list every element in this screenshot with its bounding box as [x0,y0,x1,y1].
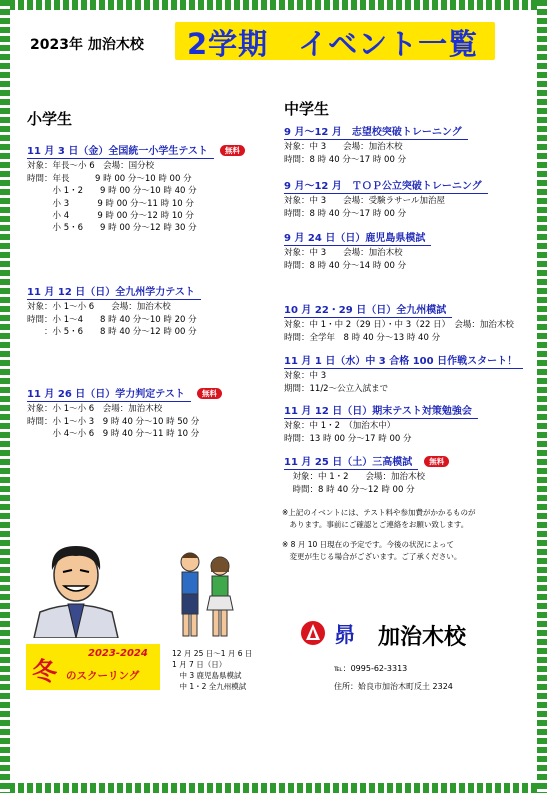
junior-heading: 中学生 [284,100,330,118]
free-badge: 無料 [220,145,245,156]
tree-border-left [0,0,10,793]
junior-event-2 [284,181,488,220]
event-line: 対象：小 1～小 6 会場：加治木校 [27,404,163,415]
event-line: 時間：8 時 40 分～17 時 00 分 [284,208,407,219]
event-title: 11 月 25 日（土）三高模試 [284,457,418,470]
winter-info [172,648,252,692]
subaru-logo-icon [300,620,326,646]
elementary-event-2 [27,287,201,339]
note-line: ※上記のイベントには、テスト料や参加費がかかるものが [282,508,476,517]
event-line: 時間：小 1～4 8 時 40 分～10 時 20 分 [27,314,197,325]
note-line [282,531,475,539]
logo-glyph: 昴 [334,623,355,647]
event-title: 11 月 26 日（日）学力判定テスト [27,389,191,402]
event-line: 対象：中 3 会場：加治木校 [284,142,403,153]
event-line: 対象：小 1～小 6 会場：加治木校 [27,302,171,313]
event-line: 対象：中 1・中 2（29 日）・中 3（22 日） 会場：加治木校 [284,320,514,331]
event-title: 11 月 12 日（日）期末テスト対策勉強会 [284,406,478,419]
free-badge: 無料 [197,388,222,399]
elementary-event-3 [27,388,222,441]
free-badge: 無料 [424,456,449,467]
event-title: 9 月～12 月 志望校突破トレーニング [284,127,468,140]
school-name: 加治木校 [378,625,467,650]
junior-event-3 [284,233,431,272]
junior-event-7 [284,456,449,496]
event-line: 時間：13 時 00 分～17 時 00 分 [284,433,412,444]
event-line: 小 4 9 時 00 分～12 時 10 分 [27,211,194,222]
event-line: 時間：年長 9 時 00 分～10 時 00 分 [27,173,192,184]
winter-line: 中 1・2 全九州模試 [172,682,247,691]
page-title [175,22,495,60]
elementary-heading: 小学生 [27,110,73,128]
junior-event-4 [284,305,514,344]
event-line: 時間：8 時 40 分～17 時 00 分 [284,154,407,165]
tree-border-top [0,0,547,10]
event-line: 時間：小 1～小 3 9 時 40 分～10 時 50 分 [27,416,200,427]
junior-event-1 [284,127,468,166]
event-line: 時間：全学年 8 時 40 分～13 時 40 分 [284,332,441,343]
event-line: 期間：11/2～公立入試まで [284,383,389,394]
event-title: 11 月 3 日（金）全国統一小学生テスト [27,146,214,159]
elementary-event-1 [27,145,245,235]
event-line: 対象：中 3 会場：受験ラサール加治屋 [284,196,445,207]
event-line: ：小 5・6 8 時 40 分～12 時 00 分 [27,327,197,338]
teacher-illustration [30,540,122,638]
event-title: 9 月～12 月 ＴＯＰ公立突破トレーニング [284,181,488,194]
contact-info [334,660,453,696]
event-line: 時間：8 時 40 分～12 時 00 分 [284,484,415,495]
subaru-wordmark [332,620,372,648]
event-line: 時間：8 時 40 分～14 時 00 分 [284,260,407,271]
kids-illustration [172,548,242,644]
tree-border-bottom [0,783,547,793]
contact-address: 住所：姶良市加治木町反土 2324 [334,682,453,691]
note-line: 変更が生じる場合がございます。ご了承ください。 [282,552,462,561]
event-title: 9 月 24 日（日）鹿児島県模試 [284,233,431,246]
winter-label: のスクーリング [66,670,140,682]
event-line: 対象：中 1・2 会場：加治木校 [284,472,426,483]
page-title-text: 2学期 イベント一覧 [187,27,479,61]
event-title: 11 月 12 日（日）全九州学力テスト [27,287,201,300]
note-line: あります。事前にご確認とご連絡をお願い致します。 [282,520,469,529]
junior-event-6 [284,406,478,445]
winter-line: 中 3 鹿児島県模試 [172,671,242,680]
event-title: 11 月 1 日（水）中 3 合格 100 日作戦スタート！ [284,356,523,369]
event-line: 小 5・6 9 時 00 分～12 時 30 分 [27,223,197,234]
winter-year: 2023-2024 [88,648,148,659]
event-title: 10 月 22・29 日（日）全九州模試 [284,305,452,318]
event-line: 小 3 9 時 00 分～11 時 10 分 [27,198,194,209]
event-line: 対象：年長～小 6 会場：国分校 [27,161,155,172]
event-line: 対象：中 1・2 （加治木中） [284,421,396,432]
junior-event-5 [284,356,523,395]
event-line: 小 4～小 6 9 時 40 分～11 時 10 分 [27,429,200,440]
winter-kanji: 冬 [32,657,58,686]
event-line: 対象：中 3 [284,371,327,382]
notes [282,507,475,563]
event-line: 小 1・2 9 時 00 分～10 時 40 分 [27,186,197,197]
winter-line: 12 月 25 日～1 月 6 日 [172,649,253,658]
winter-line: 1 月 7 日（日） [172,660,227,669]
header-school: 2023年 加治木校 [30,37,144,53]
tree-border-right [537,0,547,793]
winter-schooling-banner [26,644,160,690]
note-line: ※ 8 月 10 日現在の予定です。今後の状況によって [282,540,455,549]
event-line: 対象：中 3 会場：加治木校 [284,248,403,259]
contact-tel: ℡：0995-62-3313 [334,664,408,673]
